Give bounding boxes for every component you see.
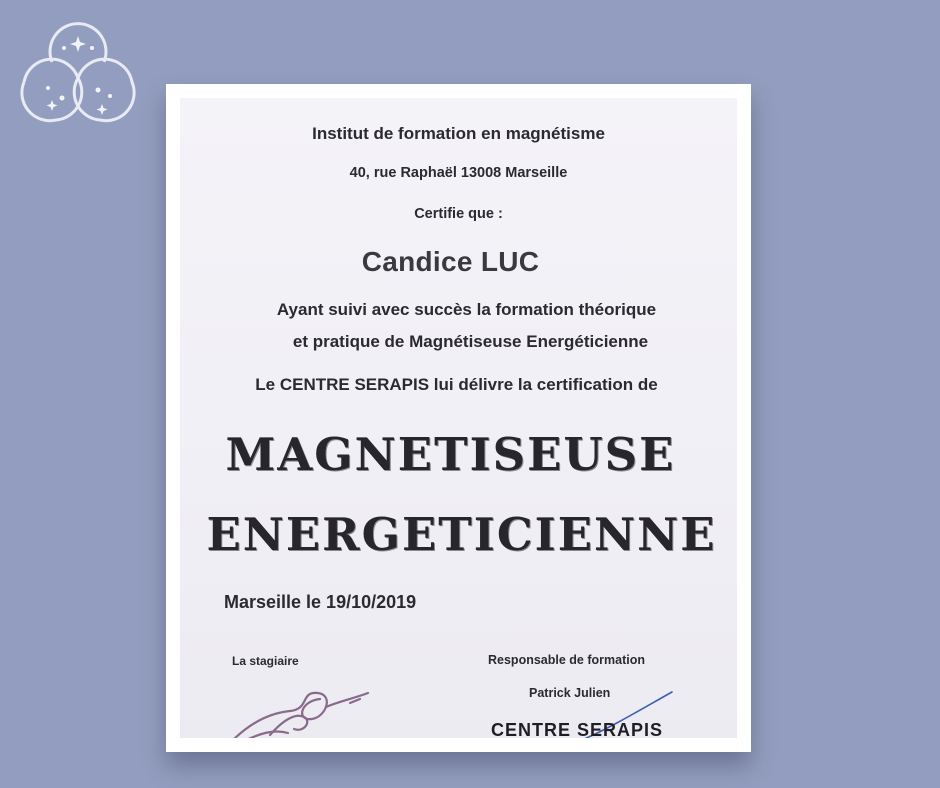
trainee-label: La stagiaire bbox=[232, 654, 299, 668]
trainer-name: Patrick Julien bbox=[529, 686, 611, 700]
certificate-document bbox=[180, 98, 737, 738]
certification-title-line-2: ENERGETICIENNE bbox=[206, 508, 717, 561]
body-line-1: Ayant suivi avec succès la formation théorique bbox=[276, 300, 657, 319]
certification-title-line-1: MAGNETISEUSE bbox=[225, 428, 676, 481]
institute-address: 40, rue Raphaël 13008 Marseille bbox=[349, 165, 568, 181]
issue-date: Marseille le 19/10/2019 bbox=[224, 592, 417, 612]
institute-title: Institut de formation en magnétisme bbox=[312, 124, 605, 143]
certifies-label: Certifie que : bbox=[414, 206, 503, 222]
body-line-3: Le CENTRE SERAPIS lui délivre la certification de bbox=[255, 375, 658, 394]
recipient-name: Candice LUC bbox=[361, 246, 540, 277]
trainer-label: Responsable de formation bbox=[488, 653, 645, 667]
trainee-signature bbox=[230, 683, 390, 738]
three-circles-sparkles-logo bbox=[18, 16, 138, 128]
centre-serapis-stamp: CENTRE SERAPIS bbox=[491, 720, 664, 738]
body-line-2: et pratique de Magnétiseuse Energéticienne bbox=[292, 332, 649, 351]
